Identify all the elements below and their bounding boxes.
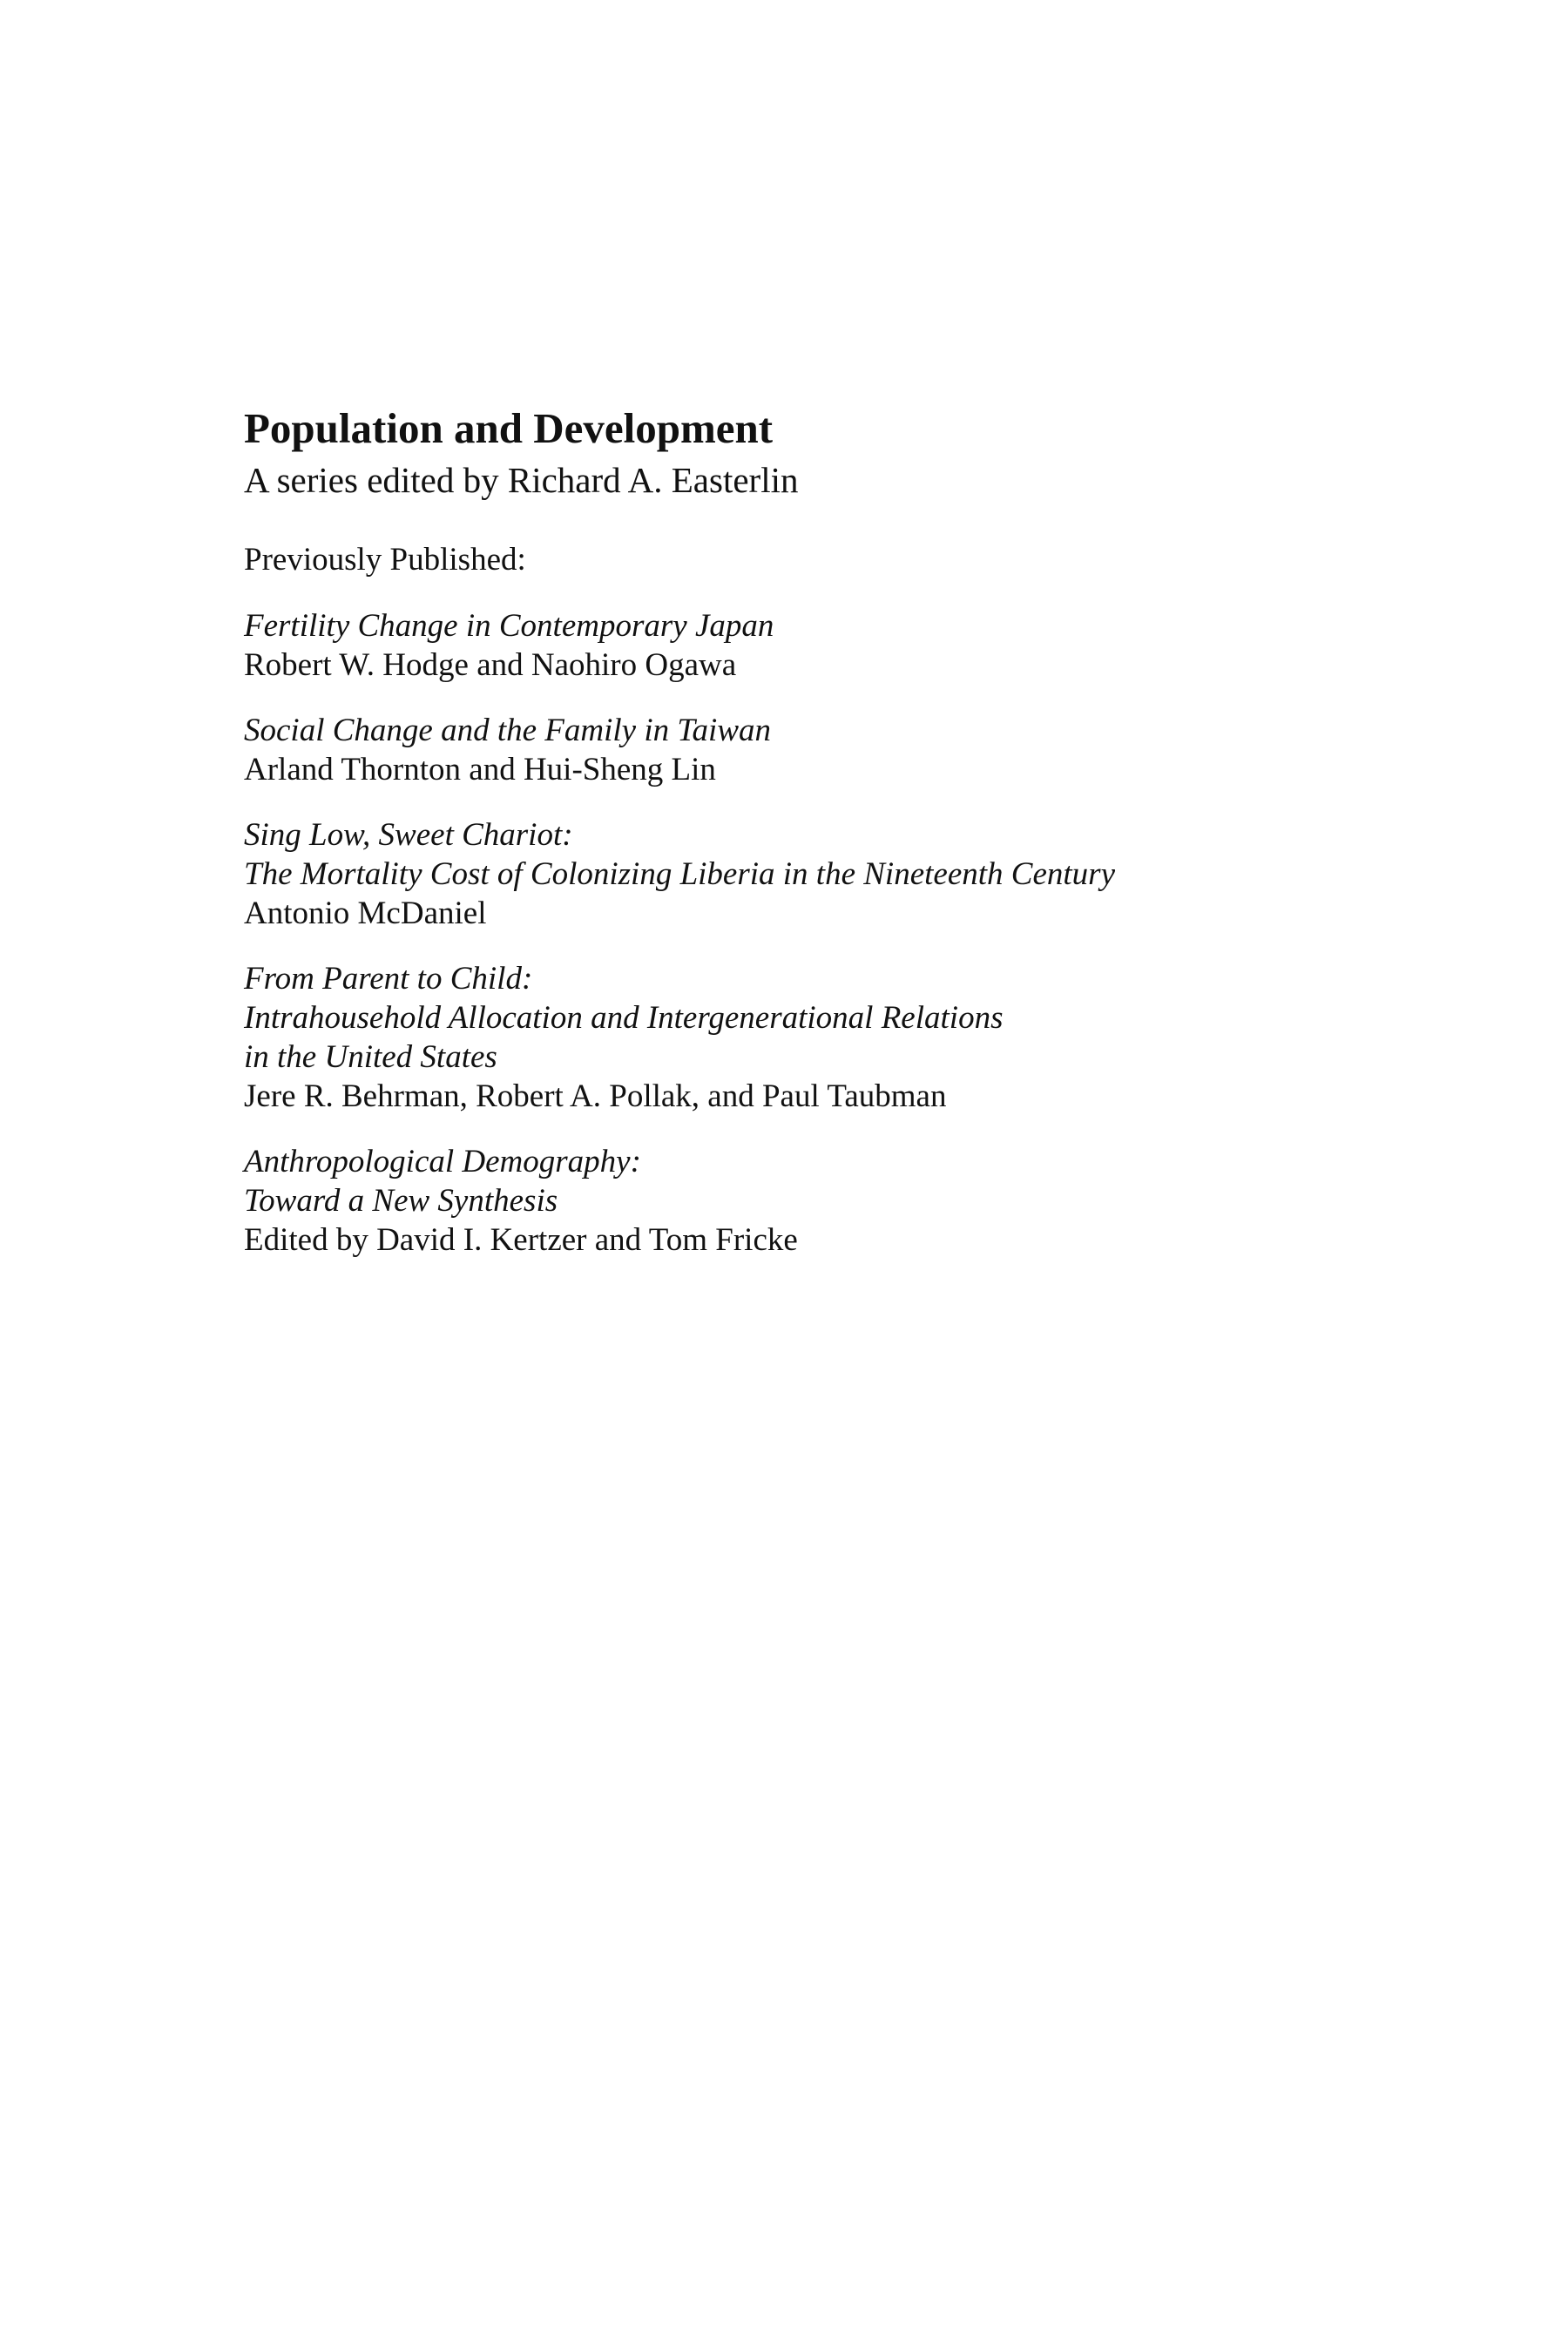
book-title: From Parent to Child: bbox=[244, 961, 533, 997]
book-entry bbox=[244, 711, 1376, 789]
book-entry bbox=[244, 959, 1376, 1116]
book-authors: Jere R. Behrman, Robert A. Pollak, and Paul Taubman bbox=[244, 1078, 947, 1114]
previously-published-label: Previously Published: bbox=[244, 542, 526, 578]
book-subtitle: Intrahousehold Allocation and Intergenerational Relations bbox=[244, 1000, 1004, 1036]
book-title: Fertility Change in Contemporary Japan bbox=[244, 608, 774, 644]
book-title: Sing Low, Sweet Chariot: bbox=[244, 817, 573, 853]
series-title: Population and Development bbox=[244, 404, 774, 452]
book-subtitle: The Mortality Cost of Colonizing Liberia in the Nineteenth Century bbox=[244, 856, 1115, 892]
book-authors: Robert W. Hodge and Naohiro Ogawa bbox=[244, 647, 737, 683]
book-entry bbox=[244, 606, 1376, 685]
book-authors: Antonio McDaniel bbox=[244, 896, 487, 931]
book-title: Anthropological Demography: bbox=[244, 1144, 641, 1179]
book-entry bbox=[244, 1142, 1376, 1260]
series-page bbox=[244, 402, 1376, 1260]
book-subtitle: Toward a New Synthesis bbox=[244, 1183, 558, 1219]
book-title: Social Change and the Family in Taiwan bbox=[244, 713, 772, 748]
book-authors: Arland Thornton and Hui-Sheng Lin bbox=[244, 752, 716, 787]
book-entry bbox=[244, 815, 1376, 933]
book-authors: Edited by David I. Kertzer and Tom Fricke bbox=[244, 1222, 798, 1258]
series-editor: A series edited by Richard A. Easterlin bbox=[244, 460, 799, 500]
book-subtitle-continued: in the United States bbox=[244, 1039, 497, 1075]
